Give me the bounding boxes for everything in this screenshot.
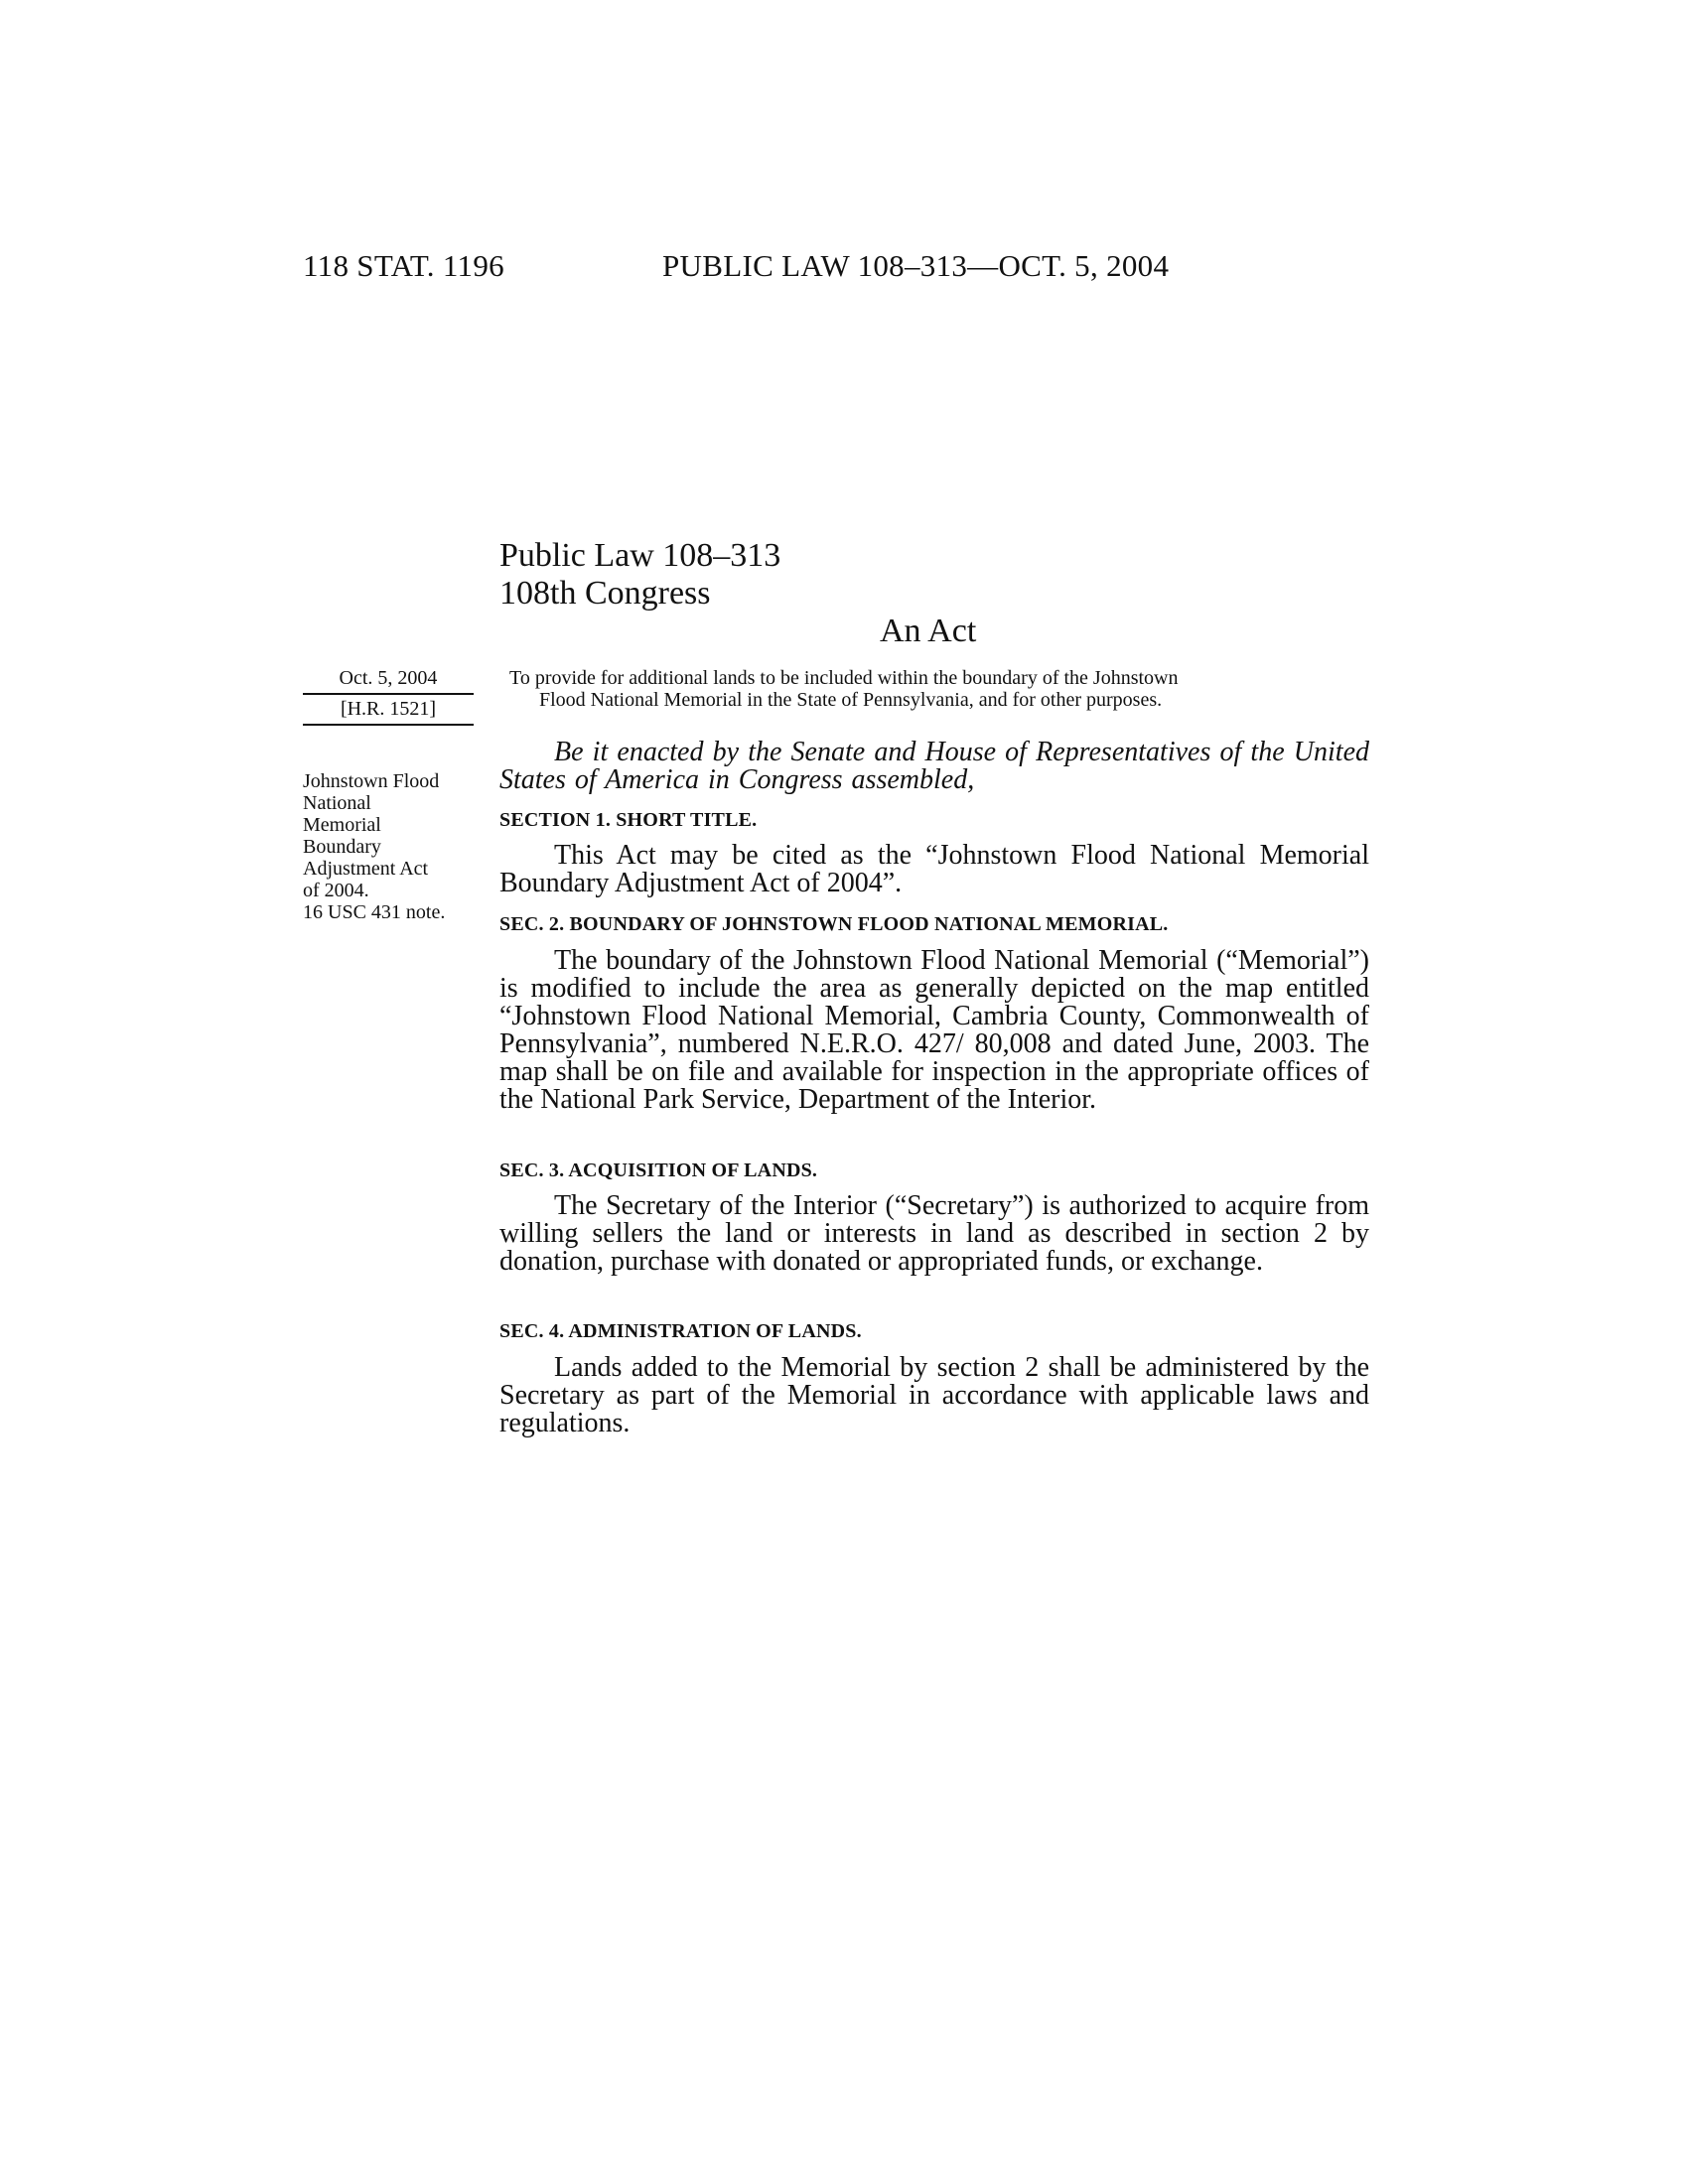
enacting-clause: Be it enacted by the Senate and House of Representatives of the United States of America in Congress assembled,: [499, 737, 1369, 795]
margin-note-line: Adjustment Act: [303, 858, 429, 880]
act-label: An Act: [880, 613, 977, 649]
congress-label: 108th Congress: [499, 575, 711, 612]
purpose-line-1: To provide for additional lands to be included within the boundary of the Johnstown: [509, 667, 1179, 689]
margin-bill-number: [H.R. 1521]: [340, 698, 437, 720]
law-number: Public Law 108–313: [499, 537, 781, 574]
margin-note-line: Memorial: [303, 814, 381, 836]
margin-note-line: National: [303, 792, 371, 814]
section-4-text: Lands added to the Memorial by section 2 shall be administered by the Secretary as part of the Memorial in accordance with applicable laws and regulations.: [499, 1352, 1369, 1438]
section-2-heading: SEC. 2. BOUNDARY OF JOHNSTOWN FLOOD NATIONAL MEMORIAL.: [499, 913, 1169, 935]
margin-short-title-note: [303, 770, 482, 923]
stat-page-number: 118 STAT. 1196: [303, 248, 504, 283]
margin-note-line: of 2004.: [303, 880, 369, 901]
purpose-line-2: Flood National Memorial in the State of Pennsylvania, and for other purposes.: [539, 689, 1163, 711]
margin-rule: [303, 693, 474, 695]
section-3-heading: SEC. 3. ACQUISITION OF LANDS.: [499, 1160, 818, 1181]
margin-note-line: Boundary: [303, 836, 381, 858]
section-4-heading: SEC. 4. ADMINISTRATION OF LANDS.: [499, 1320, 862, 1342]
section-1-text: This Act may be cited as the “Johnstown Flood National Memorial Boundary Adjustment Act of 2004”.: [499, 840, 1369, 898]
margin-rule: [303, 724, 474, 726]
section-3-text: The Secretary of the Interior (“Secretary”) is authorized to acquire from willing sellers the land or interests in land as described in section 2 by donation, purchase with donated or appropriated funds, or exchange.: [499, 1190, 1369, 1277]
section-2-text: The boundary of the Johnstown Flood National Memorial (“Memorial”) is modified to include the area as generally depicted on the map entitled “Johnstown Flood National Memorial, Cambria County, Commonwealth of Pennsylvania”, numbered N.E.R.O. 427/ 80,008 and dated June, 2003. The map shall be on file and available for inspection in the appropriate offices of the National Park Service, Department of the Interior.: [499, 945, 1369, 1115]
margin-date: Oct. 5, 2004: [339, 667, 438, 689]
margin-usc-note: 16 USC 431 note.: [303, 901, 446, 923]
running-head: PUBLIC LAW 108–313—OCT. 5, 2004: [662, 248, 1170, 283]
section-1-heading: SECTION 1. SHORT TITLE.: [499, 809, 758, 831]
margin-note-line: Johnstown Flood: [303, 770, 440, 792]
purpose-statement: [509, 667, 1178, 711]
